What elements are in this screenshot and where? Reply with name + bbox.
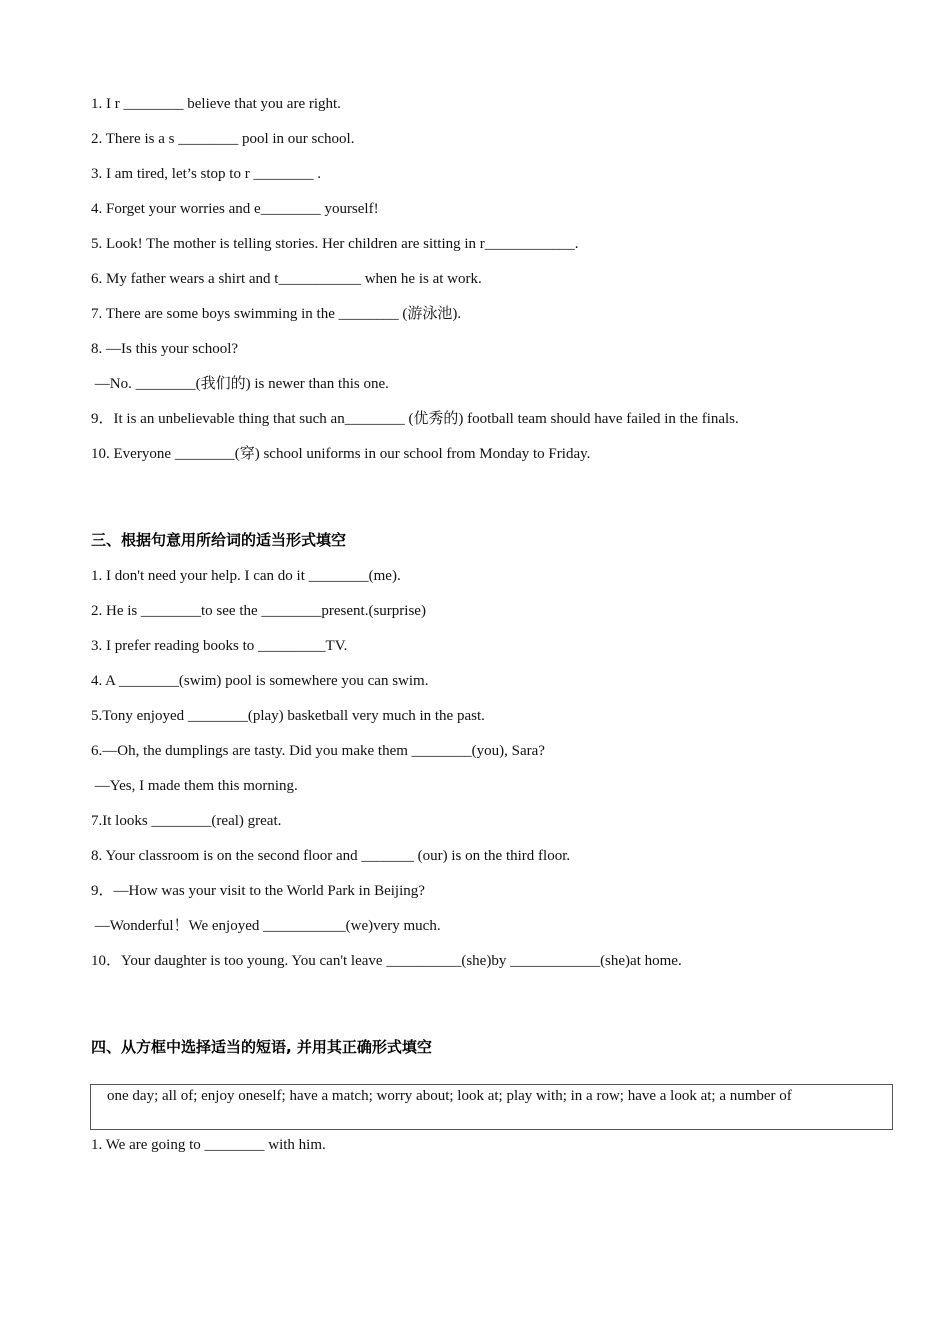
question-line: 2. There is a s ________ pool in our school.	[91, 131, 355, 147]
question-line: 9．It is an unbelievable thing that such an________ (优秀的) football team should have failed in the finals.	[91, 411, 739, 427]
answer-line: —Wonderful！We enjoyed ___________(we)very much.	[91, 918, 441, 934]
phrase-box	[90, 1084, 893, 1130]
question-line: 6.—Oh, the dumplings are tasty. Did you make them ________(you), Sara?	[91, 743, 545, 759]
question-line: 7.It looks ________(real) great.	[91, 813, 282, 829]
question-line: 10. Everyone ________(穿) school uniforms in our school from Monday to Friday.	[91, 446, 591, 462]
question-line: 7. There are some boys swimming in the ________ (游泳池).	[91, 306, 462, 322]
answer-line: —Yes, I made them this morning.	[91, 778, 298, 794]
question-line: 6. My father wears a shirt and t___________ when he is at work.	[91, 271, 482, 287]
question-line: 1. I r ________ believe that you are right.	[91, 96, 341, 112]
question-line: 2. He is ________to see the ________present.(surprise)	[91, 603, 426, 619]
section-heading: 四、从方框中选择适当的短语, 并用其正确形式填空	[91, 1038, 432, 1056]
question-line: 10．Your daughter is too young. You can't leave __________(she)by ____________(she)at home.	[91, 953, 682, 969]
section-heading: 三、根据句意用所给词的适当形式填空	[91, 531, 347, 549]
answer-line: —No. ________(我们的) is newer than this one.	[91, 376, 389, 392]
phrase-list: one day; all of; enjoy oneself; have a match; worry about; look at; play with; in a row; have a look at; a number of	[107, 1088, 792, 1104]
question-line: 3. I prefer reading books to _________TV.	[91, 638, 348, 654]
question-line: 8. —Is this your school?	[91, 341, 239, 357]
question-line: 4. A ________(swim) pool is somewhere you can swim.	[91, 673, 429, 689]
question-line: 5. Look! The mother is telling stories. Her children are sitting in r____________.	[91, 236, 579, 252]
question-line: 1. I don't need your help. I can do it ________(me).	[91, 568, 401, 584]
question-line: 5.Tony enjoyed ________(play) basketball very much in the past.	[91, 708, 485, 724]
question-line: 1. We are going to ________ with him.	[91, 1137, 326, 1153]
question-line: 4. Forget your worries and e________ yourself!	[91, 201, 379, 217]
question-line: 9．—How was your visit to the World Park in Beijing?	[91, 883, 425, 899]
question-line: 8. Your classroom is on the second floor and _______ (our) is on the third floor.	[91, 848, 571, 864]
question-line: 3. I am tired, let’s stop to r ________ .	[91, 166, 321, 182]
